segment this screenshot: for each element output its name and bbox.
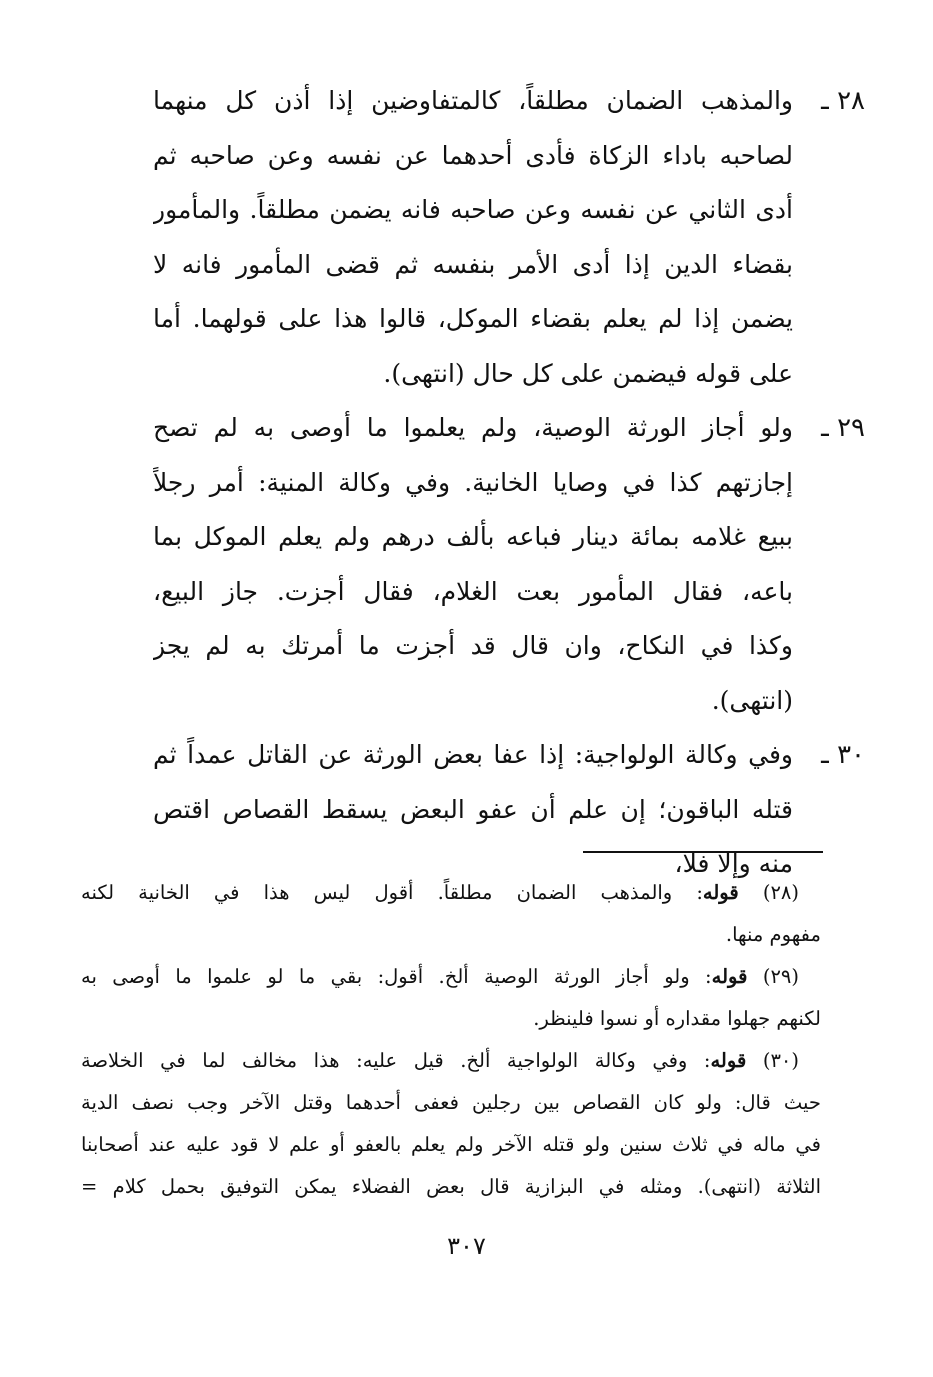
footnote-keyword: قوله <box>702 881 739 904</box>
entry-number: ٣٠ ـ <box>821 740 865 770</box>
entry-number: ٢٩ ـ <box>821 413 865 443</box>
footnote-line: مفهوم منها. <box>725 923 821 946</box>
text-line: يضمن إذا لم يعلم بقضاء الموكل، قالوا هذا على قولهما. أما <box>153 304 793 333</box>
text-line: (انتهى). <box>711 685 793 715</box>
text-line: وكذا في النكاح، وان قال قد أجزت ما أمرتك به لم يجز <box>153 631 793 660</box>
text-line: والمذهب الضمان مطلقاً، كالمتفاوضين إذا أذن كل منهما <box>153 86 793 115</box>
footnote-28 <box>81 872 821 956</box>
text-line: باعه، فقال المأمور بعت الغلام، فقال أجزت. جاز البيع، <box>153 576 793 606</box>
footnote-30 <box>81 1040 821 1208</box>
footnote-text: : وفي وكالة الولواجية ألخ. قيل عليه: هذا مخالف لما في الخلاصة <box>81 1049 711 1072</box>
text-line: إجازتهم كذا في وصايا الخانية. وفي وكالة المنية: أمر رجلاً <box>153 467 793 497</box>
main-text <box>153 74 865 892</box>
page-number: ٣٠٧ <box>447 1232 486 1260</box>
text-line: قتله الباقون؛ إن علم أن عفو البعض يسقط القصاص اقتص <box>153 794 793 824</box>
footnotes <box>81 872 821 1208</box>
footnote-line: حيث قال: ولو كان القصاص بين رجلين فعفى أحدهما وقتل الآخر وجب نصف الدية <box>81 1091 821 1114</box>
footnote-line: في ماله في ثلاث سنين ولو قتله الآخر ولم يعلم بالعفو أو علم لا قود عليه عند أصحابنا <box>81 1133 821 1156</box>
footnote-line: لكنهم جهلوا مقداره أو نسوا فلينظر. <box>533 1007 821 1030</box>
footnote-line <box>81 872 821 914</box>
text-line: ولو أجاز الورثة الوصية، ولم يعلموا ما أوصى به لم تصح <box>153 413 793 442</box>
entry-30 <box>153 728 865 892</box>
footnote-text: : ولو أجاز الورثة الوصية ألخ. أقول: بقي ما لو علموا ما أوصى به <box>81 965 712 988</box>
entry-29 <box>153 401 865 728</box>
footnote-line <box>81 956 821 998</box>
footnote-keyword: قوله <box>710 1049 747 1072</box>
footnote-line: الثلاثة (انتهى). ومثله في البزازية قال بعض الفضلاء يمكن التوفيق بحمل كلام = <box>81 1175 821 1198</box>
entry-28 <box>153 74 865 401</box>
footnote-ref: (٢٨) <box>762 881 799 904</box>
text-line: منه وإلا فلا، <box>674 849 793 878</box>
entry-number: ٢٨ ـ <box>821 86 865 116</box>
text-line: ببيع غلامه بمائة دينار فباعه بألف درهم ولم يعلم الموكل بما <box>153 522 793 551</box>
text-line: أدى الثاني عن نفسه وعن صاحبه فانه يضمن مطلقاً. والمأمور <box>153 195 793 224</box>
footnote-text: : والمذهب الضمان مطلقاً. أقول ليس هذا في الخانية لكنه <box>81 881 703 904</box>
text-line: على قوله فيضمن على كل حال (انتهى). <box>383 358 793 388</box>
footnote-keyword: قوله <box>711 965 748 988</box>
text-line: وفي وكالة الولواجية: إذا عفا بعض الورثة عن القاتل عمداً ثم <box>153 740 793 769</box>
text-line: لصاحبه باداء الزكاة فأدى أحدهما عن نفسه وعن صاحبه ثم <box>153 140 793 170</box>
footnote-ref: (٣٠) <box>762 1049 799 1072</box>
footnote-29 <box>81 956 821 1040</box>
footnote-line <box>81 1040 821 1082</box>
footnote-ref: (٢٩) <box>762 965 800 988</box>
footnote-separator <box>583 851 823 853</box>
text-line: بقضاء الدين إذا أدى الأمر بنفسه ثم قضى المأمور فانه لا <box>153 249 793 279</box>
